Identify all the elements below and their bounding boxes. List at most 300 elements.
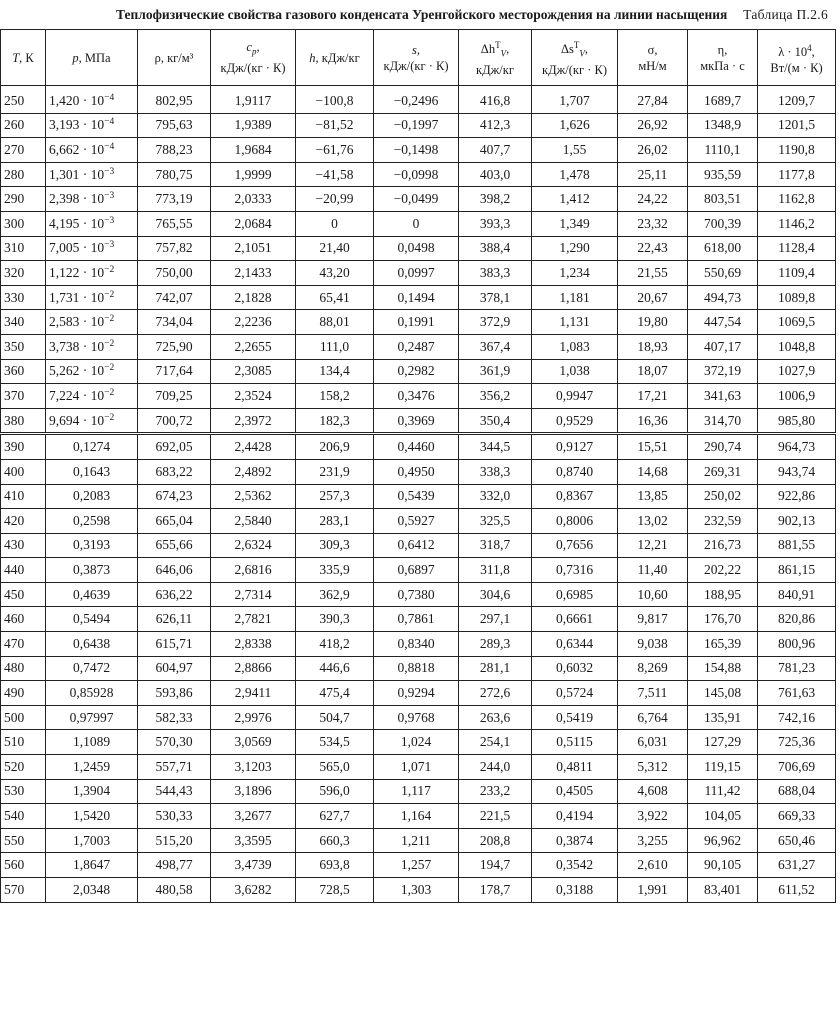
cell-temperature: 570 (1, 878, 46, 903)
cell-heat-capacity: 2,4892 (211, 459, 296, 484)
cell-vaporization-enthalpy: 383,3 (459, 261, 532, 286)
table-body-decimal-rows (1, 434, 836, 902)
cell-thermal-conductivity: 902,13 (758, 509, 836, 534)
cell-entropy: 1,024 (374, 730, 459, 755)
cell-temperature: 360 (1, 359, 46, 384)
column-header (758, 30, 836, 86)
cell-temperature: 260 (1, 113, 46, 138)
cell-thermal-conductivity: 881,55 (758, 533, 836, 558)
cell-entropy: −0,1498 (374, 138, 459, 163)
table-row (1, 211, 836, 236)
cell-temperature: 300 (1, 211, 46, 236)
pressure-mantissa: 2,583 · 10 (49, 314, 105, 330)
cell-pressure: 1,8647 (46, 853, 138, 878)
column-header (459, 30, 532, 86)
cell-heat-capacity: 2,8338 (211, 632, 296, 657)
cell-surface-tension: 9,817 (618, 607, 688, 632)
cell-heat-capacity: 3,1896 (211, 779, 296, 804)
cell-vaporization-enthalpy: 344,5 (459, 434, 532, 460)
column-symbol-text: h (309, 50, 316, 65)
cell-viscosity: 145,08 (688, 681, 758, 706)
cell-vaporization-enthalpy: 403,0 (459, 162, 532, 187)
table-row (1, 804, 836, 829)
cell-enthalpy: 390,3 (296, 607, 374, 632)
cell-density: 530,33 (138, 804, 211, 829)
cell-vaporization-entropy: 0,4505 (532, 779, 618, 804)
column-unit: мН/м (638, 58, 667, 73)
cell-pressure: 0,3193 (46, 533, 138, 558)
cell-heat-capacity: 2,3085 (211, 359, 296, 384)
column-unit: кДж/(кг · К) (383, 58, 449, 73)
cell-viscosity: 90,105 (688, 853, 758, 878)
cell-enthalpy: −41,58 (296, 162, 374, 187)
cell-viscosity: 135,91 (688, 705, 758, 730)
table-row (1, 533, 836, 558)
cell-surface-tension: 20,67 (618, 285, 688, 310)
cell-density: 498,77 (138, 853, 211, 878)
cell-heat-capacity: 2,9411 (211, 681, 296, 706)
cell-heat-capacity: 2,8866 (211, 656, 296, 681)
table-title: Теплофизические свойства газового конденсата Уренгойского месторождения на линии насыщения (116, 7, 728, 22)
cell-vaporization-enthalpy: 281,1 (459, 656, 532, 681)
cell-enthalpy: 475,4 (296, 681, 374, 706)
cell-temperature: 390 (1, 434, 46, 460)
cell-heat-capacity: 1,9999 (211, 162, 296, 187)
cell-enthalpy: 257,3 (296, 484, 374, 509)
cell-vaporization-entropy: 0,7316 (532, 558, 618, 583)
cell-heat-capacity: 2,0684 (211, 211, 296, 236)
cell-temperature: 420 (1, 509, 46, 534)
cell-thermal-conductivity: 1089,8 (758, 285, 836, 310)
cell-thermal-conductivity: 800,96 (758, 632, 836, 657)
cell-heat-capacity: 2,6816 (211, 558, 296, 583)
cell-surface-tension: 2,610 (618, 853, 688, 878)
column-symbol: σ, (647, 42, 658, 57)
cell-density: 692,05 (138, 434, 211, 460)
cell-enthalpy: 362,9 (296, 582, 374, 607)
table-row (1, 434, 836, 460)
pressure-exponent: −2 (104, 338, 115, 349)
cell-entropy: −0,0499 (374, 187, 459, 212)
cell-vaporization-enthalpy: 412,3 (459, 113, 532, 138)
cell-entropy: 0,1494 (374, 285, 459, 310)
cell-viscosity: 232,59 (688, 509, 758, 534)
column-unit: мкПа · с (700, 58, 745, 73)
cell-heat-capacity: 2,5362 (211, 484, 296, 509)
cell-vaporization-enthalpy: 254,1 (459, 730, 532, 755)
cell-density: 709,25 (138, 384, 211, 409)
cell-density: 795,63 (138, 113, 211, 138)
cell-thermal-conductivity: 943,74 (758, 459, 836, 484)
cell-surface-tension: 16,36 (618, 408, 688, 434)
cell-entropy: 0 (374, 211, 459, 236)
pressure-exponent: −4 (104, 141, 115, 152)
cell-enthalpy: 0 (296, 211, 374, 236)
cell-vaporization-enthalpy: 416,8 (459, 86, 532, 114)
cell-density: 773,19 (138, 187, 211, 212)
cell-vaporization-enthalpy: 272,6 (459, 681, 532, 706)
cell-entropy: 0,2982 (374, 359, 459, 384)
table-row (1, 607, 836, 632)
cell-vaporization-enthalpy: 388,4 (459, 236, 532, 261)
cell-surface-tension: 13,02 (618, 509, 688, 534)
cell-thermal-conductivity: 1209,7 (758, 86, 836, 114)
cell-vaporization-entropy: 1,349 (532, 211, 618, 236)
cell-temperature: 550 (1, 828, 46, 853)
table-row (1, 310, 836, 335)
cell-viscosity: 119,15 (688, 755, 758, 780)
cell-viscosity: 1348,9 (688, 113, 758, 138)
column-symbol-text: c (246, 40, 252, 55)
cell-temperature: 560 (1, 853, 46, 878)
cell-density: 665,04 (138, 509, 211, 534)
table-row (1, 681, 836, 706)
pressure-exponent: −3 (104, 166, 115, 177)
cell-temperature: 430 (1, 533, 46, 558)
cell-thermal-conductivity: 1201,5 (758, 113, 836, 138)
cell-vaporization-entropy: 0,3188 (532, 878, 618, 903)
cell-vaporization-entropy: 0,9947 (532, 384, 618, 409)
cell-density: 717,64 (138, 359, 211, 384)
cell-vaporization-enthalpy: 208,8 (459, 828, 532, 853)
column-header (211, 30, 296, 86)
cell-temperature: 340 (1, 310, 46, 335)
column-header (138, 30, 211, 86)
cell-viscosity: 1110,1 (688, 138, 758, 163)
cell-enthalpy: 231,9 (296, 459, 374, 484)
cell-temperature: 480 (1, 656, 46, 681)
cell-pressure (46, 408, 138, 434)
cell-heat-capacity: 3,2677 (211, 804, 296, 829)
cell-vaporization-entropy: 0,6661 (532, 607, 618, 632)
cell-entropy: 0,5927 (374, 509, 459, 534)
cell-surface-tension: 21,55 (618, 261, 688, 286)
cell-pressure: 0,1643 (46, 459, 138, 484)
pressure-exponent: −2 (104, 412, 115, 423)
column-symbol: η, (717, 42, 728, 57)
cell-viscosity: 176,70 (688, 607, 758, 632)
cell-pressure: 1,2459 (46, 755, 138, 780)
cell-thermal-conductivity: 1048,8 (758, 334, 836, 359)
table-row (1, 285, 836, 310)
cell-entropy: 0,9294 (374, 681, 459, 706)
table-row (1, 261, 836, 286)
table-row (1, 187, 836, 212)
cell-thermal-conductivity: 650,46 (758, 828, 836, 853)
cell-entropy: 0,3969 (374, 408, 459, 434)
column-header (296, 30, 374, 86)
cell-density: 757,82 (138, 236, 211, 261)
cell-viscosity: 96,962 (688, 828, 758, 853)
table-header (1, 30, 836, 86)
cell-vaporization-entropy: 0,6032 (532, 656, 618, 681)
cell-pressure: 1,3904 (46, 779, 138, 804)
pressure-mantissa: 3,193 · 10 (49, 117, 105, 133)
cell-heat-capacity: 3,3595 (211, 828, 296, 853)
cell-vaporization-entropy: 1,131 (532, 310, 618, 335)
cell-pressure: 0,5494 (46, 607, 138, 632)
cell-entropy: 0,0498 (374, 236, 459, 261)
cell-density: 570,30 (138, 730, 211, 755)
column-unit: Вт/(м · К) (770, 60, 823, 75)
cell-thermal-conductivity: 985,80 (758, 408, 836, 434)
pressure-mantissa: 1,122 · 10 (49, 264, 105, 280)
column-header (1, 30, 46, 86)
cell-heat-capacity: 1,9684 (211, 138, 296, 163)
cell-vaporization-enthalpy: 221,5 (459, 804, 532, 829)
cell-entropy: 1,257 (374, 853, 459, 878)
column-header (688, 30, 758, 86)
cell-thermal-conductivity: 1109,4 (758, 261, 836, 286)
column-unit: , кг/м³ (160, 50, 194, 65)
cell-vaporization-entropy: 0,5419 (532, 705, 618, 730)
cell-heat-capacity: 3,4739 (211, 853, 296, 878)
pressure-exponent: −2 (104, 264, 115, 275)
cell-vaporization-enthalpy: 318,7 (459, 533, 532, 558)
cell-enthalpy: −20,99 (296, 187, 374, 212)
cell-heat-capacity: 3,6282 (211, 878, 296, 903)
cell-vaporization-enthalpy: 398,2 (459, 187, 532, 212)
cell-density: 604,97 (138, 656, 211, 681)
cell-thermal-conductivity: 922,86 (758, 484, 836, 509)
cell-enthalpy: 206,9 (296, 434, 374, 460)
column-unit: , К (19, 50, 34, 65)
cell-density: 480,58 (138, 878, 211, 903)
cell-entropy: 0,8818 (374, 656, 459, 681)
properties-table (0, 29, 836, 903)
cell-density: 626,11 (138, 607, 211, 632)
cell-surface-tension: 6,764 (618, 705, 688, 730)
cell-thermal-conductivity: 1146,2 (758, 211, 836, 236)
cell-vaporization-entropy: 0,9127 (532, 434, 618, 460)
cell-thermal-conductivity: 1069,5 (758, 310, 836, 335)
column-unit: кДж/(кг · К) (542, 62, 607, 77)
cell-heat-capacity: 2,9976 (211, 705, 296, 730)
cell-entropy: 0,9768 (374, 705, 459, 730)
column-symbol-text: p (72, 50, 79, 65)
header-row (1, 30, 836, 86)
pressure-mantissa: 6,662 · 10 (49, 141, 105, 157)
cell-enthalpy: 565,0 (296, 755, 374, 780)
column-header (46, 30, 138, 86)
cell-vaporization-entropy: 0,3542 (532, 853, 618, 878)
cell-vaporization-entropy: 1,290 (532, 236, 618, 261)
cell-vaporization-enthalpy: 361,9 (459, 359, 532, 384)
column-unit: , МПа (78, 50, 111, 65)
cell-viscosity: 127,29 (688, 730, 758, 755)
cell-entropy: 0,0997 (374, 261, 459, 286)
cell-temperature: 250 (1, 86, 46, 114)
cell-heat-capacity: 2,1433 (211, 261, 296, 286)
cell-enthalpy: 309,3 (296, 533, 374, 558)
cell-vaporization-entropy: 0,6985 (532, 582, 618, 607)
table-number: Таблица П.2.6 (743, 7, 828, 22)
cell-pressure (46, 285, 138, 310)
cell-surface-tension: 9,038 (618, 632, 688, 657)
cell-vaporization-enthalpy: 325,5 (459, 509, 532, 534)
cell-thermal-conductivity: 1128,4 (758, 236, 836, 261)
cell-density: 750,00 (138, 261, 211, 286)
pressure-mantissa: 9,694 · 10 (49, 412, 105, 428)
pressure-mantissa: 3,738 · 10 (49, 338, 105, 354)
cell-surface-tension: 19,80 (618, 310, 688, 335)
pressure-mantissa: 1,420 · 10 (49, 92, 105, 108)
pressure-mantissa: 1,731 · 10 (49, 289, 105, 305)
cell-heat-capacity: 2,5840 (211, 509, 296, 534)
cell-density: 636,22 (138, 582, 211, 607)
cell-pressure (46, 310, 138, 335)
cell-surface-tension: 6,031 (618, 730, 688, 755)
cell-density: 593,86 (138, 681, 211, 706)
cell-enthalpy: 504,7 (296, 705, 374, 730)
cell-surface-tension: 27,84 (618, 86, 688, 114)
cell-enthalpy: 43,20 (296, 261, 374, 286)
table-row (1, 558, 836, 583)
cell-temperature: 460 (1, 607, 46, 632)
cell-heat-capacity: 2,6324 (211, 533, 296, 558)
cell-density: 557,71 (138, 755, 211, 780)
table-row (1, 755, 836, 780)
cell-pressure: 0,4639 (46, 582, 138, 607)
cell-entropy: 0,4950 (374, 459, 459, 484)
cell-vaporization-entropy: 0,3874 (532, 828, 618, 853)
table-body-exponent-rows (1, 86, 836, 434)
cell-temperature: 510 (1, 730, 46, 755)
column-unit: кДж/кг (476, 62, 514, 77)
column-symbol-text: η (717, 42, 725, 57)
cell-surface-tension: 3,255 (618, 828, 688, 853)
cell-vaporization-enthalpy: 332,0 (459, 484, 532, 509)
cell-density: 765,55 (138, 211, 211, 236)
cell-thermal-conductivity: 1027,9 (758, 359, 836, 384)
cell-density: 582,33 (138, 705, 211, 730)
cell-pressure: 0,6438 (46, 632, 138, 657)
cell-surface-tension: 3,922 (618, 804, 688, 829)
cell-pressure: 0,85928 (46, 681, 138, 706)
cell-thermal-conductivity: 742,16 (758, 705, 836, 730)
cell-vaporization-enthalpy: 372,9 (459, 310, 532, 335)
cell-vaporization-entropy: 0,4194 (532, 804, 618, 829)
cell-surface-tension: 15,51 (618, 434, 688, 460)
cell-heat-capacity: 2,3972 (211, 408, 296, 434)
cell-vaporization-entropy: 1,626 (532, 113, 618, 138)
cell-vaporization-enthalpy: 289,3 (459, 632, 532, 657)
cell-temperature: 350 (1, 334, 46, 359)
cell-vaporization-enthalpy: 194,7 (459, 853, 532, 878)
cell-pressure: 0,7472 (46, 656, 138, 681)
pressure-exponent: −3 (104, 240, 115, 251)
cell-enthalpy: 446,6 (296, 656, 374, 681)
column-symbol-text: Δs (560, 42, 574, 57)
cell-vaporization-entropy: 1,083 (532, 334, 618, 359)
cell-thermal-conductivity: 781,23 (758, 656, 836, 681)
cell-pressure: 0,2598 (46, 509, 138, 534)
cell-vaporization-entropy: 1,412 (532, 187, 618, 212)
cell-viscosity: 618,00 (688, 236, 758, 261)
cell-viscosity: 1689,7 (688, 86, 758, 114)
cell-pressure: 0,97997 (46, 705, 138, 730)
cell-pressure (46, 236, 138, 261)
cell-viscosity: 269,31 (688, 459, 758, 484)
column-symbol-text: λ · 10 (778, 44, 808, 59)
cell-enthalpy: 660,3 (296, 828, 374, 853)
cell-density: 700,72 (138, 408, 211, 434)
cell-thermal-conductivity: 725,36 (758, 730, 836, 755)
cell-thermal-conductivity: 688,04 (758, 779, 836, 804)
cell-surface-tension: 18,07 (618, 359, 688, 384)
cell-pressure (46, 334, 138, 359)
column-symbol-text: ρ (154, 50, 161, 65)
cell-surface-tension: 10,60 (618, 582, 688, 607)
table-row (1, 730, 836, 755)
cell-enthalpy: 335,9 (296, 558, 374, 583)
column-unit: кДж/(кг · К) (220, 60, 286, 75)
cell-thermal-conductivity: 840,91 (758, 582, 836, 607)
cell-density: 742,07 (138, 285, 211, 310)
cell-density: 544,43 (138, 779, 211, 804)
cell-entropy: 1,303 (374, 878, 459, 903)
column-symbol: $\Delta s^T_V$, (560, 40, 589, 59)
cell-surface-tension: 12,21 (618, 533, 688, 558)
cell-temperature: 310 (1, 236, 46, 261)
cell-density: 655,66 (138, 533, 211, 558)
cell-enthalpy: 627,7 (296, 804, 374, 829)
pressure-mantissa: 5,262 · 10 (49, 363, 105, 379)
cell-heat-capacity: 2,4428 (211, 434, 296, 460)
cell-pressure: 0,2083 (46, 484, 138, 509)
cell-heat-capacity: 2,1828 (211, 285, 296, 310)
cell-pressure (46, 138, 138, 163)
column-symbol-sub: p (251, 46, 257, 57)
cell-pressure: 0,3873 (46, 558, 138, 583)
table-row (1, 582, 836, 607)
cell-viscosity: 407,17 (688, 334, 758, 359)
cell-density: 615,71 (138, 632, 211, 657)
cell-thermal-conductivity: 761,63 (758, 681, 836, 706)
cell-surface-tension: 17,21 (618, 384, 688, 409)
column-symbol: $\Delta h^T_V$, (480, 40, 510, 59)
pressure-mantissa: 2,398 · 10 (49, 191, 105, 207)
table-row (1, 705, 836, 730)
cell-vaporization-enthalpy: 350,4 (459, 408, 532, 434)
cell-enthalpy: 158,2 (296, 384, 374, 409)
cell-temperature: 370 (1, 384, 46, 409)
cell-thermal-conductivity: 861,15 (758, 558, 836, 583)
column-symbol-sup: 4 (807, 42, 812, 53)
cell-enthalpy: 418,2 (296, 632, 374, 657)
column-symbol-sub: V (500, 48, 507, 59)
cell-vaporization-entropy: 1,038 (532, 359, 618, 384)
cell-heat-capacity: 2,7821 (211, 607, 296, 632)
cell-viscosity: 216,73 (688, 533, 758, 558)
cell-density: 674,23 (138, 484, 211, 509)
pressure-exponent: −3 (104, 215, 115, 226)
cell-entropy: 1,071 (374, 755, 459, 780)
table-row (1, 656, 836, 681)
cell-surface-tension: 23,32 (618, 211, 688, 236)
cell-temperature: 500 (1, 705, 46, 730)
cell-vaporization-entropy: 0,5724 (532, 681, 618, 706)
pressure-mantissa: 7,005 · 10 (49, 240, 105, 256)
cell-viscosity: 104,05 (688, 804, 758, 829)
table-row (1, 779, 836, 804)
cell-entropy: 0,6412 (374, 533, 459, 558)
cell-temperature: 320 (1, 261, 46, 286)
table-row (1, 484, 836, 509)
cell-thermal-conductivity: 611,52 (758, 878, 836, 903)
cell-entropy: −0,0998 (374, 162, 459, 187)
cell-enthalpy: 65,41 (296, 285, 374, 310)
